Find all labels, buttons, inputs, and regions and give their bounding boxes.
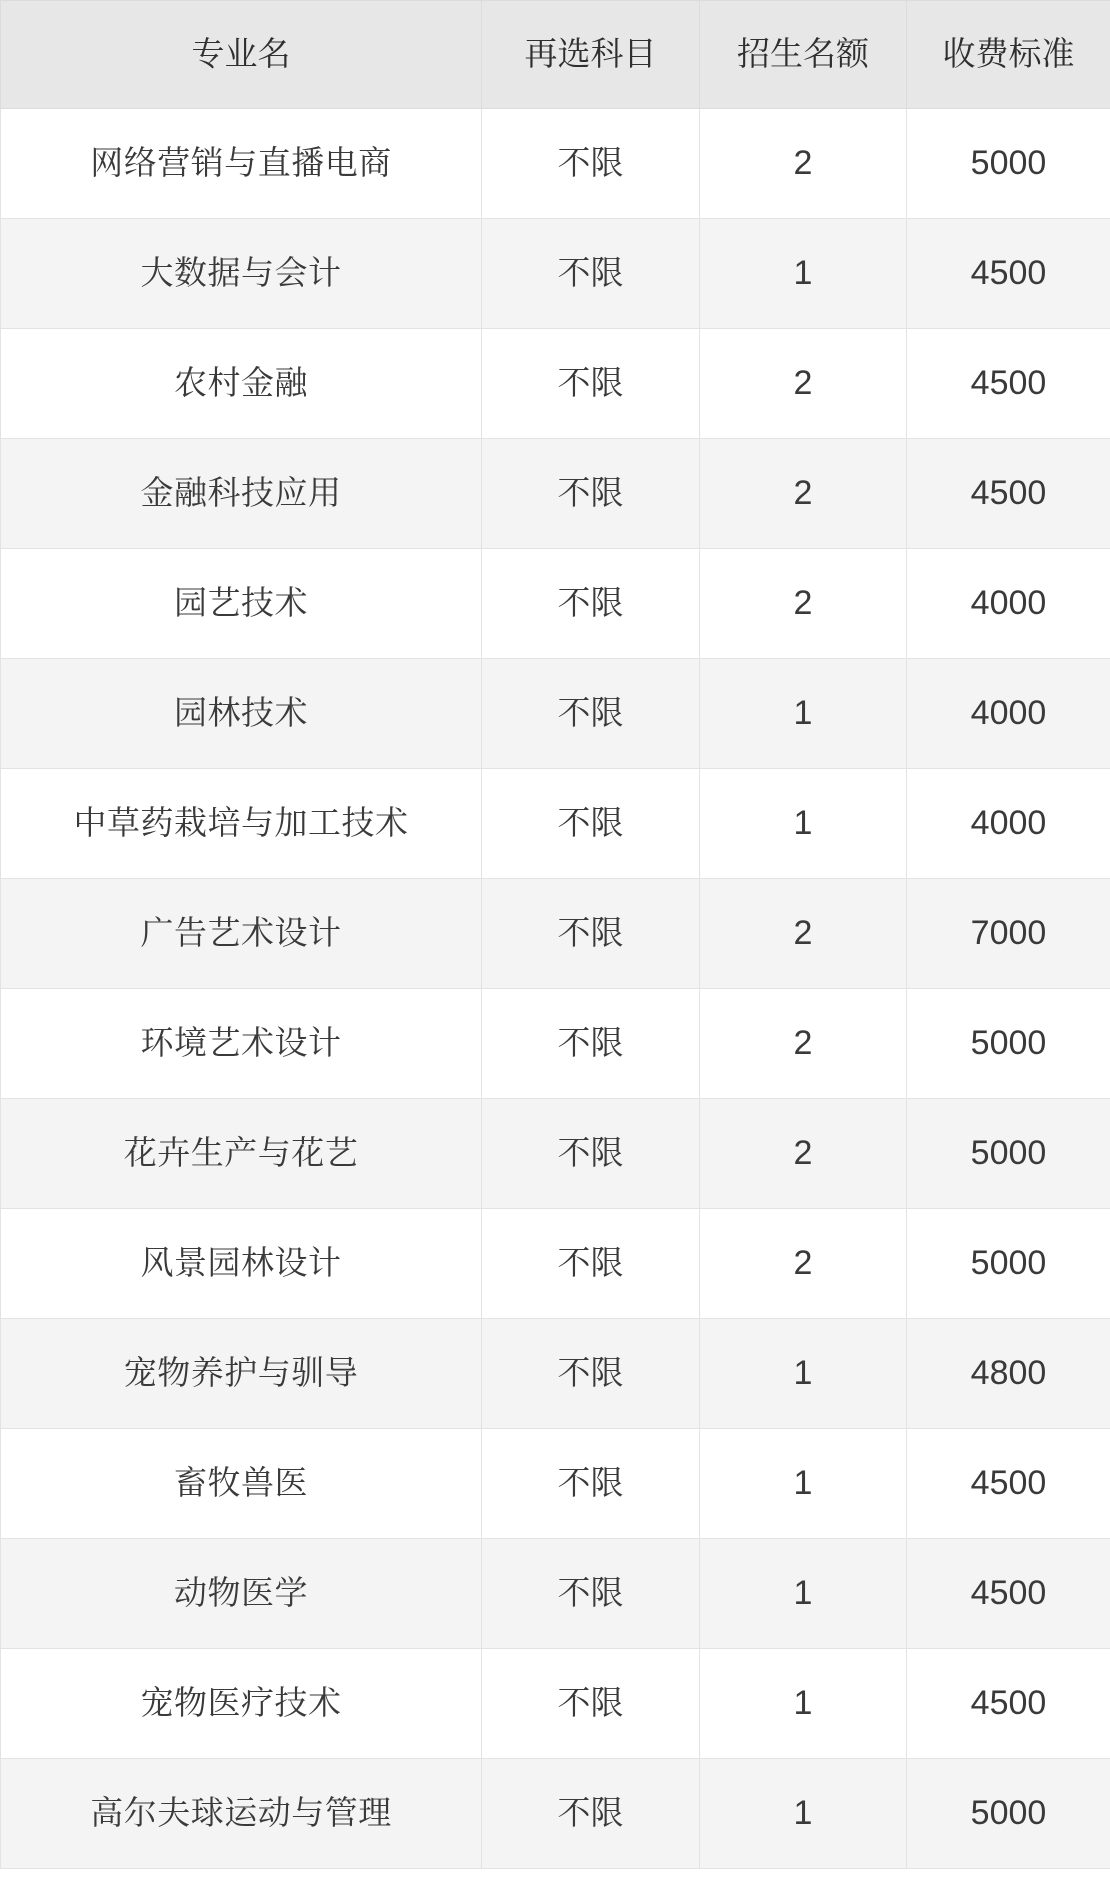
cell-enrollment-quota: 1 xyxy=(700,1539,907,1649)
cell-enrollment-quota: 1 xyxy=(700,1759,907,1869)
table-row xyxy=(1,659,1110,769)
cell-optional-subject: 不限 xyxy=(482,109,700,219)
cell-tuition-standard: 4000 xyxy=(907,659,1110,769)
cell-major-name: 宠物养护与驯导 xyxy=(1,1319,482,1429)
table-row xyxy=(1,1539,1110,1649)
cell-major-name: 风景园林设计 xyxy=(1,1209,482,1319)
cell-enrollment-quota: 1 xyxy=(700,1429,907,1539)
cell-tuition-standard: 4000 xyxy=(907,549,1110,659)
column-header-optional-subject: 再选科目 xyxy=(482,1,700,109)
table-row xyxy=(1,549,1110,659)
cell-optional-subject: 不限 xyxy=(482,989,700,1099)
cell-tuition-standard: 4000 xyxy=(907,769,1110,879)
cell-major-name: 高尔夫球运动与管理 xyxy=(1,1759,482,1869)
cell-tuition-standard: 5000 xyxy=(907,1209,1110,1319)
cell-enrollment-quota: 2 xyxy=(700,1099,907,1209)
cell-optional-subject: 不限 xyxy=(482,549,700,659)
cell-optional-subject: 不限 xyxy=(482,439,700,549)
table-row xyxy=(1,219,1110,329)
cell-tuition-standard: 4500 xyxy=(907,439,1110,549)
table-row xyxy=(1,1429,1110,1539)
cell-optional-subject: 不限 xyxy=(482,879,700,989)
table-row xyxy=(1,879,1110,989)
cell-optional-subject: 不限 xyxy=(482,1649,700,1759)
cell-major-name: 园艺技术 xyxy=(1,549,482,659)
cell-enrollment-quota: 1 xyxy=(700,769,907,879)
cell-major-name: 宠物医疗技术 xyxy=(1,1649,482,1759)
cell-enrollment-quota: 1 xyxy=(700,219,907,329)
cell-enrollment-quota: 2 xyxy=(700,109,907,219)
column-header-major-name: 专业名 xyxy=(1,1,482,109)
cell-enrollment-quota: 2 xyxy=(700,549,907,659)
table-row xyxy=(1,1319,1110,1429)
table-header xyxy=(1,1,1110,109)
cell-enrollment-quota: 2 xyxy=(700,329,907,439)
table-row xyxy=(1,329,1110,439)
cell-optional-subject: 不限 xyxy=(482,219,700,329)
cell-tuition-standard: 4500 xyxy=(907,1539,1110,1649)
cell-major-name: 园林技术 xyxy=(1,659,482,769)
cell-tuition-standard: 4500 xyxy=(907,1649,1110,1759)
cell-major-name: 中草药栽培与加工技术 xyxy=(1,769,482,879)
cell-enrollment-quota: 2 xyxy=(700,879,907,989)
cell-enrollment-quota: 2 xyxy=(700,989,907,1099)
cell-major-name: 大数据与会计 xyxy=(1,219,482,329)
cell-optional-subject: 不限 xyxy=(482,329,700,439)
cell-major-name: 广告艺术设计 xyxy=(1,879,482,989)
cell-optional-subject: 不限 xyxy=(482,1209,700,1319)
cell-major-name: 畜牧兽医 xyxy=(1,1429,482,1539)
cell-tuition-standard: 5000 xyxy=(907,1099,1110,1209)
cell-optional-subject: 不限 xyxy=(482,1759,700,1869)
cell-major-name: 动物医学 xyxy=(1,1539,482,1649)
cell-enrollment-quota: 2 xyxy=(700,439,907,549)
cell-enrollment-quota: 1 xyxy=(700,1649,907,1759)
table-row xyxy=(1,1759,1110,1869)
cell-major-name: 环境艺术设计 xyxy=(1,989,482,1099)
cell-enrollment-quota: 1 xyxy=(700,1319,907,1429)
cell-optional-subject: 不限 xyxy=(482,1429,700,1539)
cell-tuition-standard: 7000 xyxy=(907,879,1110,989)
cell-tuition-standard: 4500 xyxy=(907,1429,1110,1539)
cell-optional-subject: 不限 xyxy=(482,769,700,879)
table-body xyxy=(1,109,1110,1869)
cell-enrollment-quota: 2 xyxy=(700,1209,907,1319)
table-row xyxy=(1,109,1110,219)
cell-tuition-standard: 5000 xyxy=(907,1759,1110,1869)
cell-major-name: 网络营销与直播电商 xyxy=(1,109,482,219)
cell-enrollment-quota: 1 xyxy=(700,659,907,769)
cell-tuition-standard: 5000 xyxy=(907,989,1110,1099)
cell-major-name: 农村金融 xyxy=(1,329,482,439)
table-row xyxy=(1,769,1110,879)
table-row xyxy=(1,1649,1110,1759)
cell-major-name: 花卉生产与花艺 xyxy=(1,1099,482,1209)
column-header-tuition-standard: 收费标准 xyxy=(907,1,1110,109)
cell-tuition-standard: 4800 xyxy=(907,1319,1110,1429)
table-row xyxy=(1,989,1110,1099)
table-header-row xyxy=(1,1,1110,109)
table-row xyxy=(1,439,1110,549)
cell-tuition-standard: 5000 xyxy=(907,109,1110,219)
cell-tuition-standard: 4500 xyxy=(907,219,1110,329)
column-header-enrollment-quota: 招生名额 xyxy=(700,1,907,109)
cell-optional-subject: 不限 xyxy=(482,659,700,769)
cell-tuition-standard: 4500 xyxy=(907,329,1110,439)
table-row xyxy=(1,1099,1110,1209)
cell-optional-subject: 不限 xyxy=(482,1319,700,1429)
cell-major-name: 金融科技应用 xyxy=(1,439,482,549)
cell-optional-subject: 不限 xyxy=(482,1539,700,1649)
table-row xyxy=(1,1209,1110,1319)
cell-optional-subject: 不限 xyxy=(482,1099,700,1209)
